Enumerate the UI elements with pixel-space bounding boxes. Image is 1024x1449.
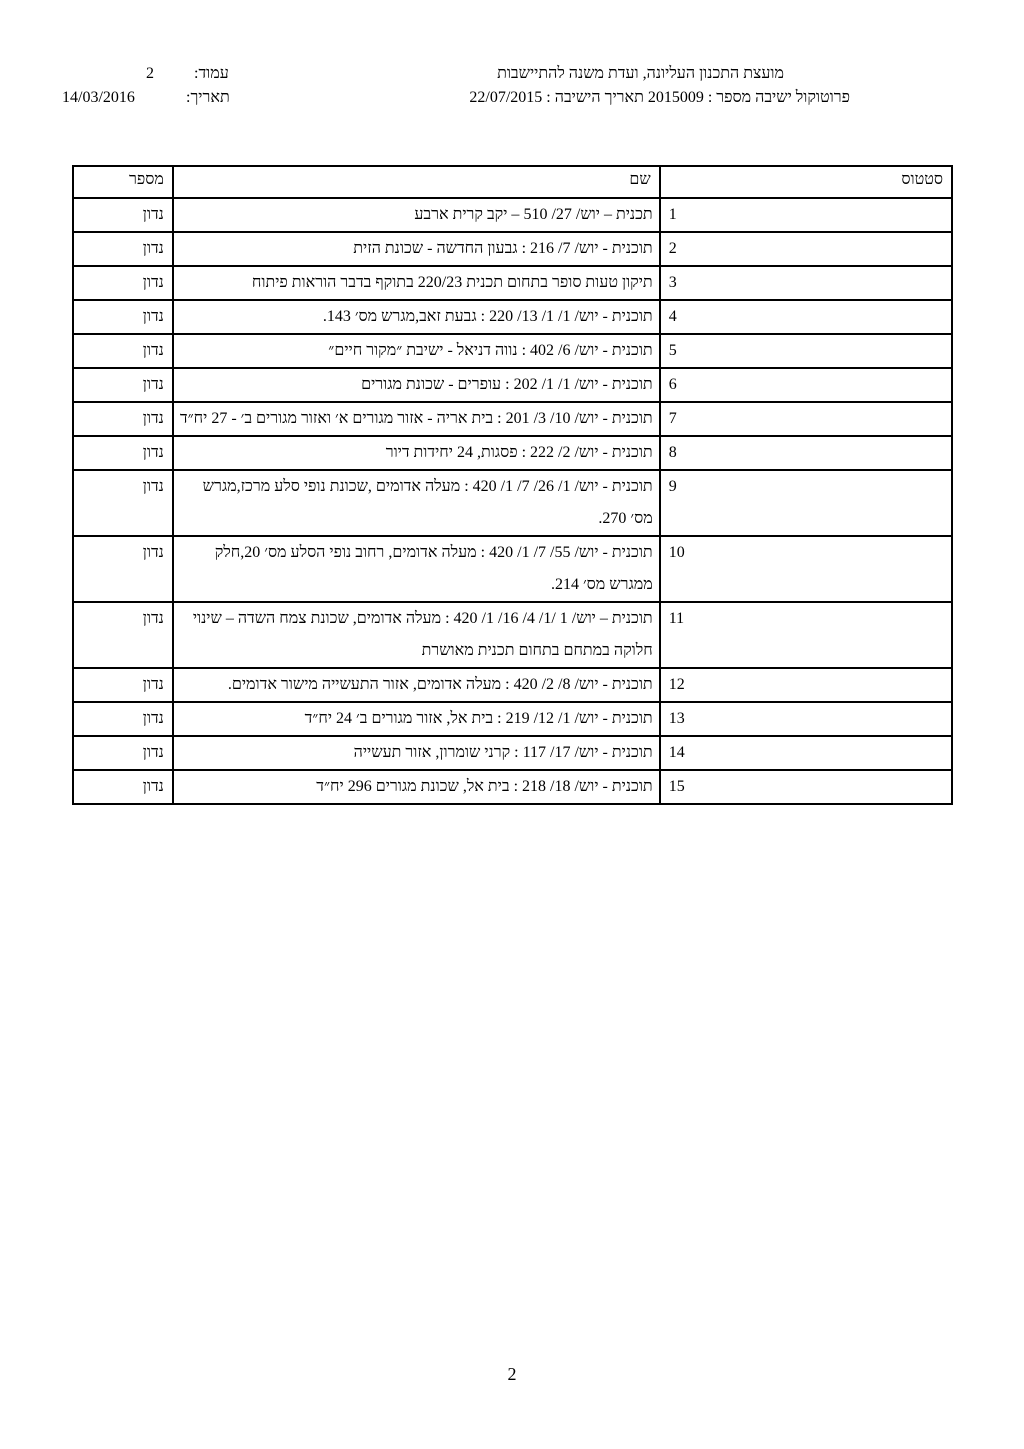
row-name: תוכנית - יוש/ 1/ 12/ 219 : בית אל, אזור מגורים ב׳ 24 יח״ד bbox=[173, 702, 660, 736]
row-name: תוכנית - יוש/ 1/ 1/ 202 : עופרים - שכונת מגורים bbox=[173, 368, 660, 402]
header-name: שם bbox=[173, 166, 660, 198]
row-name: תוכנית - יוש/ 6/ 402 : נווה דניאל - ישיבת ״מקור חיים״ bbox=[173, 334, 660, 368]
table-row bbox=[73, 668, 952, 702]
table-row bbox=[73, 736, 952, 770]
row-status: נדון bbox=[73, 602, 173, 668]
table-row bbox=[73, 232, 952, 266]
row-status: נדון bbox=[73, 334, 173, 368]
table-row bbox=[73, 436, 952, 470]
row-number: 2 bbox=[660, 232, 952, 266]
row-status: נדון bbox=[73, 198, 173, 232]
row-status: נדון bbox=[73, 470, 173, 536]
org-title: מועצת התכנון העליונה, ועדת משנה להתיישבות bbox=[497, 65, 784, 82]
row-name: תוכנית - יוש/ 1/ 1/ 13/ 220 : גבעת זאב,מגרש מס׳ 143. bbox=[173, 300, 660, 334]
row-name: תיקון טעות סופר בתחום תכנית 220/23 בתוקף בדבר הוראות פיתוח bbox=[173, 266, 660, 300]
row-status: נדון bbox=[73, 668, 173, 702]
row-status: נדון bbox=[73, 736, 173, 770]
row-number: 10 bbox=[660, 536, 952, 602]
row-name: תוכנית - יוש/ 18/ 218 : בית אל, שכונת מגורים 296 יח״ד bbox=[173, 770, 660, 804]
date-value: 14/03/2016 bbox=[62, 89, 135, 106]
page-value: 2 bbox=[146, 65, 154, 82]
table-row bbox=[73, 300, 952, 334]
row-number: 9 bbox=[660, 470, 952, 536]
row-name: תוכנית - יוש/ 1/ 26/ 7/ 1/ 420 : מעלה אדומים ,שכונת נופי סלע מרכז,מגרש מס׳ 270. bbox=[173, 470, 660, 536]
header-status: סטטוס bbox=[660, 166, 952, 198]
plans-table bbox=[72, 165, 953, 805]
row-name: תוכנית - יוש/ 8/ 2/ 420 : מעלה אדומים, אזור התעשייה מישור אדומים. bbox=[173, 668, 660, 702]
table-row bbox=[73, 470, 952, 536]
row-name: תוכנית - יוש/ 17/ 117 : קרני שומרון, אזור תעשייה bbox=[173, 736, 660, 770]
table-row bbox=[73, 770, 952, 804]
page-label: עמוד: bbox=[194, 65, 229, 82]
table-row bbox=[73, 266, 952, 300]
footer-page-number: 2 bbox=[507, 1364, 517, 1384]
row-number: 1 bbox=[660, 198, 952, 232]
row-status: נדון bbox=[73, 266, 173, 300]
row-status: נדון bbox=[73, 402, 173, 436]
row-name: תוכנית – יוש/ 1 /1/ 4/ 16/ 1/ 420 : מעלה אדומים, שכונת צמח השדה – שינוי חלוקה במתחם בתחום תכנית מאושרת bbox=[173, 602, 660, 668]
protocol-line: פרוטוקול ישיבה מספר : 2015009 תאריך הישיבה : 22/07/2015 bbox=[469, 89, 850, 106]
table-row bbox=[73, 536, 952, 602]
row-status: נדון bbox=[73, 300, 173, 334]
row-number: 7 bbox=[660, 402, 952, 436]
row-status: נדון bbox=[73, 232, 173, 266]
row-status: נדון bbox=[73, 536, 173, 602]
row-name: תוכנית - יוש/ 10/ 3/ 201 : בית אריה - אזור מגורים א׳ ואזור מגורים ב׳ - 27 יח״ד bbox=[173, 402, 660, 436]
table-row bbox=[73, 198, 952, 232]
row-name: תוכנית - יוש/ 55/ 7/ 1/ 420 : מעלה אדומים, רחוב נופי הסלע מס׳ 20,חלק ממגרש מס׳ 214. bbox=[173, 536, 660, 602]
row-number: 12 bbox=[660, 668, 952, 702]
table-row bbox=[73, 702, 952, 736]
table-row bbox=[73, 402, 952, 436]
row-number: 8 bbox=[660, 436, 952, 470]
row-number: 15 bbox=[660, 770, 952, 804]
row-number: 3 bbox=[660, 266, 952, 300]
row-status: נדון bbox=[73, 436, 173, 470]
table-header-row bbox=[73, 166, 952, 198]
row-number: 14 bbox=[660, 736, 952, 770]
row-number: 6 bbox=[660, 368, 952, 402]
row-number: 11 bbox=[660, 602, 952, 668]
table-row bbox=[73, 334, 952, 368]
row-number: 4 bbox=[660, 300, 952, 334]
row-name: תכנית – יוש/ 27/ 510 – יקב קרית ארבע bbox=[173, 198, 660, 232]
row-status: נדון bbox=[73, 702, 173, 736]
header-number: מספר bbox=[73, 166, 173, 198]
row-name: תוכנית - יוש/ 7/ 216 : גבעון החדשה - שכונת הזית bbox=[173, 232, 660, 266]
row-number: 13 bbox=[660, 702, 952, 736]
table-row bbox=[73, 602, 952, 668]
date-label: תאריך: bbox=[186, 89, 230, 106]
row-status: נדון bbox=[73, 368, 173, 402]
row-status: נדון bbox=[73, 770, 173, 804]
row-number: 5 bbox=[660, 334, 952, 368]
table-row bbox=[73, 368, 952, 402]
row-name: תוכנית - יוש/ 2/ 222 : פסגות, 24 יחידות דיור bbox=[173, 436, 660, 470]
